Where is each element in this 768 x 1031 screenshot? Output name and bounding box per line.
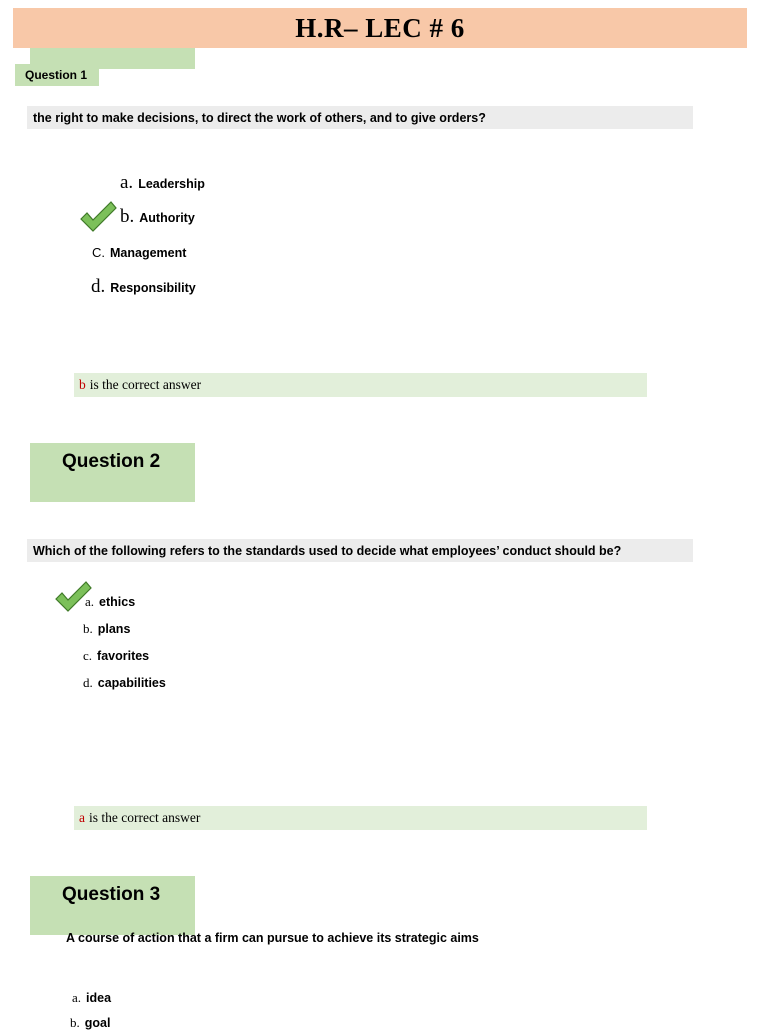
option-letter: a. bbox=[120, 172, 134, 193]
question-1-label: Question 1 bbox=[15, 64, 99, 86]
question-1-text: the right to make decisions, to direct the work of others, and to give orders? bbox=[27, 106, 693, 129]
question-2-option-d[interactable] bbox=[83, 675, 166, 691]
question-2-option-b[interactable] bbox=[83, 621, 130, 637]
option-letter: d. bbox=[91, 276, 106, 297]
answer-text: is the correct answer bbox=[89, 810, 201, 825]
answer-letter: b bbox=[79, 377, 86, 392]
question-3-text: A course of action that a firm can pursue to achieve its strategic aims bbox=[66, 931, 479, 945]
checkmark-icon bbox=[79, 200, 117, 232]
option-letter: a. bbox=[72, 990, 82, 1005]
question-3-option-a[interactable] bbox=[72, 990, 111, 1006]
question-2-option-c[interactable] bbox=[83, 648, 149, 664]
answer-letter: a bbox=[79, 810, 85, 825]
option-text: Responsibility bbox=[110, 281, 196, 295]
question-2-text: Which of the following refers to the standards used to decide what employees’ conduct should be? bbox=[27, 539, 693, 562]
option-text: goal bbox=[84, 1016, 111, 1030]
question-1-answer bbox=[74, 373, 647, 397]
question-2-option-a[interactable] bbox=[85, 594, 135, 610]
option-text: Leadership bbox=[138, 177, 205, 191]
option-text: Authority bbox=[139, 211, 195, 225]
option-text: Management bbox=[110, 246, 187, 260]
option-text: ethics bbox=[99, 595, 136, 609]
option-letter: b. bbox=[120, 206, 135, 227]
question-1-option-c[interactable] bbox=[92, 245, 186, 260]
option-text: idea bbox=[86, 991, 112, 1005]
option-text: favorites bbox=[97, 649, 150, 663]
question-2-label: Question 2 bbox=[30, 443, 195, 502]
option-letter: a. bbox=[85, 594, 95, 609]
option-letter: C. bbox=[92, 245, 105, 260]
option-letter: b. bbox=[83, 621, 93, 636]
question-3-label: Question 3 bbox=[30, 876, 195, 935]
page-title: H.R– LEC # 6 bbox=[13, 8, 747, 48]
question-3-option-b[interactable] bbox=[70, 1015, 110, 1031]
option-text: capabilities bbox=[97, 676, 166, 690]
option-letter: b. bbox=[70, 1015, 80, 1030]
question-1-option-b[interactable] bbox=[120, 206, 195, 228]
question-2-answer bbox=[74, 806, 647, 830]
option-letter: c. bbox=[83, 648, 93, 663]
option-text: plans bbox=[97, 622, 131, 636]
option-letter: d. bbox=[83, 675, 93, 690]
question-1-option-d[interactable] bbox=[91, 276, 196, 298]
question-1-option-a[interactable] bbox=[120, 172, 205, 194]
answer-text: is the correct answer bbox=[89, 377, 202, 392]
